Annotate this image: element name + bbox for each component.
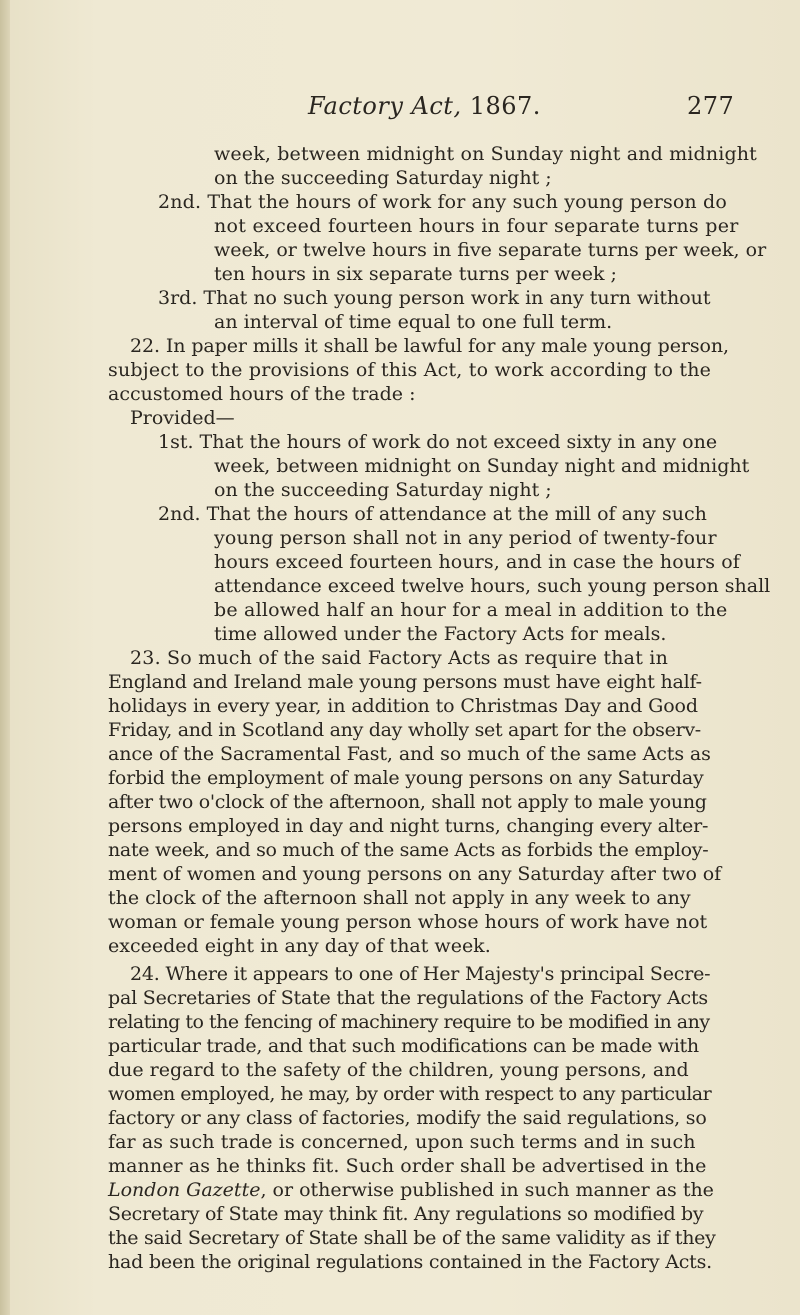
text-line: attendance exceed twelve hours, such young person shall: [214, 575, 771, 597]
text-line: due regard to the safety of the children, young persons, and: [108, 1059, 689, 1081]
text-line: time allowed under the Factory Acts for meals.: [214, 623, 667, 645]
text-line: after two o'clock of the afternoon, shall not apply to male young: [108, 791, 707, 813]
text-line: on the succeeding Saturday night ;: [214, 167, 552, 189]
text-line: holidays in every year, in addition to Christmas Day and Good: [108, 695, 698, 717]
text-line: Secretary of State may think fit. Any regulations so modified by: [108, 1203, 704, 1225]
text-line: accustomed hours of the trade :: [108, 383, 416, 405]
text-line: hours exceed fourteen hours, and in case the hours of: [214, 551, 740, 573]
text-line: woman or female young person whose hours of work have not: [108, 911, 708, 933]
text-line: 24. Where it appears to one of Her Majesty's principal Secre-: [130, 963, 711, 985]
text-line: ance of the Sacramental Fast, and so much of the same Acts as: [108, 743, 711, 765]
text-line: week, between midnight on Sunday night and midnight: [214, 143, 757, 165]
text-line-rest: , or otherwise published in such manner as the: [260, 1179, 714, 1201]
header-title: Factory Act,: [308, 92, 462, 120]
text-line: an interval of time equal to one full term.: [214, 311, 613, 333]
text-line: 1st. That the hours of work do not exceed sixty in any one: [158, 431, 718, 453]
text-line: persons employed in day and night turns, changing every alter-: [108, 815, 709, 837]
running-header: [308, 92, 735, 120]
text-line: manner as he thinks fit. Such order shall be advertised in the: [108, 1155, 707, 1177]
text-line: Friday, and in Scotland any day wholly set apart for the observ-: [108, 719, 701, 741]
text-line: far as such trade is concerned, upon such terms and in such: [108, 1131, 696, 1153]
page-binding-edge: [0, 0, 10, 1315]
text-line: ment of women and young persons on any Saturday after two of: [108, 863, 722, 885]
text-line: [108, 1179, 714, 1201]
text-line: 23. So much of the said Factory Acts as require that in: [130, 647, 668, 669]
text-line: 2nd. That the hours of work for any such young person do: [158, 191, 727, 213]
text-line: on the succeeding Saturday night ;: [214, 479, 552, 501]
text-line: 22. In paper mills it shall be lawful for any male young person,: [130, 335, 729, 357]
text-line: nate week, and so much of the same Acts as forbids the employ-: [108, 839, 709, 861]
text-line: forbid the employment of male young persons on any Saturday: [108, 767, 704, 789]
text-line: women employed, he may, by order with respect to any particular: [108, 1083, 712, 1105]
text-line: relating to the fencing of machinery require to be modified in any: [108, 1011, 710, 1033]
text-line: 2nd. That the hours of attendance at the mill of any such: [158, 503, 707, 525]
text-line: Provided—: [130, 407, 235, 429]
text-line: the said Secretary of State shall be of the same validity as if they: [108, 1227, 716, 1249]
text-line: exceeded eight in any day of that week.: [108, 935, 491, 957]
text-line: 3rd. That no such young person work in any turn without: [158, 287, 711, 309]
text-line: ten hours in six separate turns per week ;: [214, 263, 617, 285]
text-line: the clock of the afternoon shall not apply in any week to any: [108, 887, 691, 909]
header-year: 1867.: [461, 92, 541, 120]
text-line: subject to the provisions of this Act, to work according to the: [108, 359, 712, 381]
text-line: England and Ireland male young persons must have eight half-: [108, 671, 702, 693]
text-line: week, between midnight on Sunday night and midnight: [214, 455, 750, 477]
text-line: particular trade, and that such modifications can be made with: [108, 1035, 699, 1057]
text-line: young person shall not in any period of twenty-four: [214, 527, 717, 549]
newspaper-title: London Gazette: [108, 1179, 261, 1201]
text-line: factory or any class of factories, modify the said regulations, so: [108, 1107, 707, 1129]
text-line: had been the original regulations contained in the Factory Acts.: [108, 1251, 713, 1273]
text-line: pal Secretaries of State that the regulations of the Factory Acts: [108, 987, 708, 1009]
text-line: week, or twelve hours in five separate turns per week, or: [214, 239, 767, 261]
page-number: 277: [687, 92, 735, 120]
text-line: not exceed fourteen hours in four separate turns per: [214, 215, 739, 237]
text-line: be allowed half an hour for a meal in addition to the: [214, 599, 728, 621]
